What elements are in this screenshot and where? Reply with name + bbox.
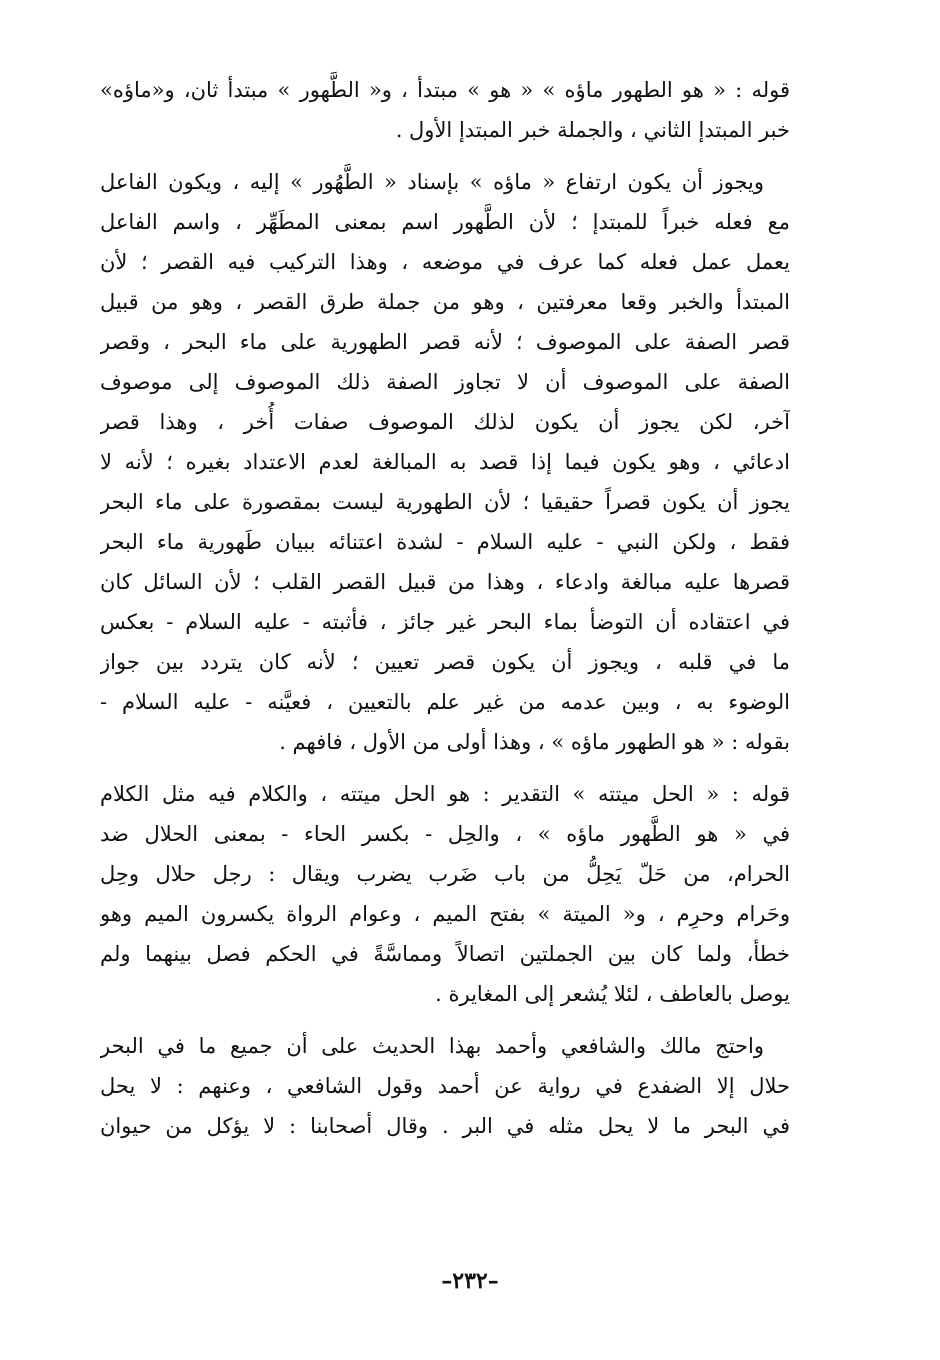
paragraph-4 <box>100 1026 790 1146</box>
text-line: الوضوء به ، وبين عدمه من غير علم بالتعيين ، فعيَّنه - عليه السلام - <box>100 690 790 714</box>
text-line: يعمل عمل فعله كما عرف في موضعه ، وهذا التركيب فيه القصر ؛ لأن <box>100 250 790 274</box>
paragraph-2 <box>100 162 790 762</box>
text-line: في اعتقاده أن التوضأ بماء البحر غير جائز ، فأثبته - عليه السلام - بعكس <box>100 610 790 634</box>
text-line: ادعائي ، وهو يكون فيما إذا قصد به المبالغة لعدم الاعتداد بغيره ؛ لأنه لا <box>100 450 790 474</box>
text-line: يجوز أن يكون قصراً حقيقيا ؛ لأن الطهورية ليست بمقصورة على ماء البحر <box>100 490 790 514</box>
text-line: الصفة على الموصوف أن لا تجاوز الصفة ذلك الموصوف إلى موصوف <box>100 370 790 394</box>
paragraph-1 <box>100 70 790 150</box>
text-line: ما في قلبه ، ويجوز أن يكون قصر تعيين ؛ لأنه كان يتردد بين جواز <box>100 650 790 674</box>
text-line: فقط ، ولكن النبي - عليه السلام - لشدة اعتنائه ببيان طَهورية ماء البحر <box>100 530 790 554</box>
text-line: بقوله : « هو الطهور ماؤه » ، وهذا أولى من الأول ، فافهم . <box>279 730 790 754</box>
text-line: الحرام، من حَلّ يَحِلُّ من باب ضَرب يضرب ويقال : رجل حلال وحِل <box>100 862 790 886</box>
text-line: قوله : « الحل ميتته » التقدير : هو الحل ميتته ، والكلام فيه مثل الكلام <box>100 782 790 806</box>
page-body <box>100 70 790 1158</box>
text-line: مع فعله خبراً للمبتدإ ؛ لأن الطَّهور اسم بمعنى المطَهِّر ، واسم الفاعل <box>100 210 790 234</box>
text-line: قصرها عليه مبالغة وادعاء ، وهذا من قبيل القصر القلب ؛ لأن السائل كان <box>100 570 790 594</box>
page-number: –٢٣٢– <box>441 1268 499 1294</box>
text-line: خطأ، ولما كان بين الجملتين اتصالاً ومماسَّةً في الحكم فصل بينهما ولم <box>100 942 790 966</box>
text-line: ويجوز أن يكون ارتفاع « ماؤه » بإسناد « الطَّهُور » إليه ، ويكون الفاعل <box>100 170 764 194</box>
text-line: وحَرام وحرِم ، و« الميتة » بفتح الميم ، وعوام الرواة يكسرون الميم وهو <box>100 902 790 926</box>
text-line: آخر، لكن يجوز أن يكون لذلك الموصوف صفات أُخر ، وهذا قصر <box>100 410 790 434</box>
text-line: حلال إلا الضفدع في رواية عن أحمد وقول الشافعي ، وعنهم : لا يحل <box>100 1074 790 1098</box>
text-line: المبتدأ والخبر وقعا معرفتين ، وهو من جملة طرق القصر ، وهو من قبيل <box>100 290 790 314</box>
text-line: خبر المبتدإ الثاني ، والجملة خبر المبتدإ الأول . <box>395 118 790 142</box>
text-line: قوله : « هو الطهور ماؤه » « هو » مبتدأ ، و« الطَّهور » مبتدأ ثان، و«ماؤه» <box>100 78 790 102</box>
paragraph-3 <box>100 774 790 1014</box>
text-line: واحتج مالك والشافعي وأحمد بهذا الحديث على أن جميع ما في البحر <box>100 1034 764 1058</box>
text-line: في « هو الطَّهور ماؤه » ، والحِل - بكسر الحاء - بمعنى الحلال ضد <box>100 822 790 846</box>
text-line: قصر الصفة على الموصوف ؛ لأنه قصر الطهورية على ماء البحر ، وقصر <box>100 330 790 354</box>
text-line: يوصل بالعاطف ، لئلا يُشعر إلى المغايرة . <box>435 982 790 1006</box>
text-line: في البحر ما لا يحل مثله في البر . وقال أصحابنا : لا يؤكل من حيوان <box>100 1114 790 1138</box>
